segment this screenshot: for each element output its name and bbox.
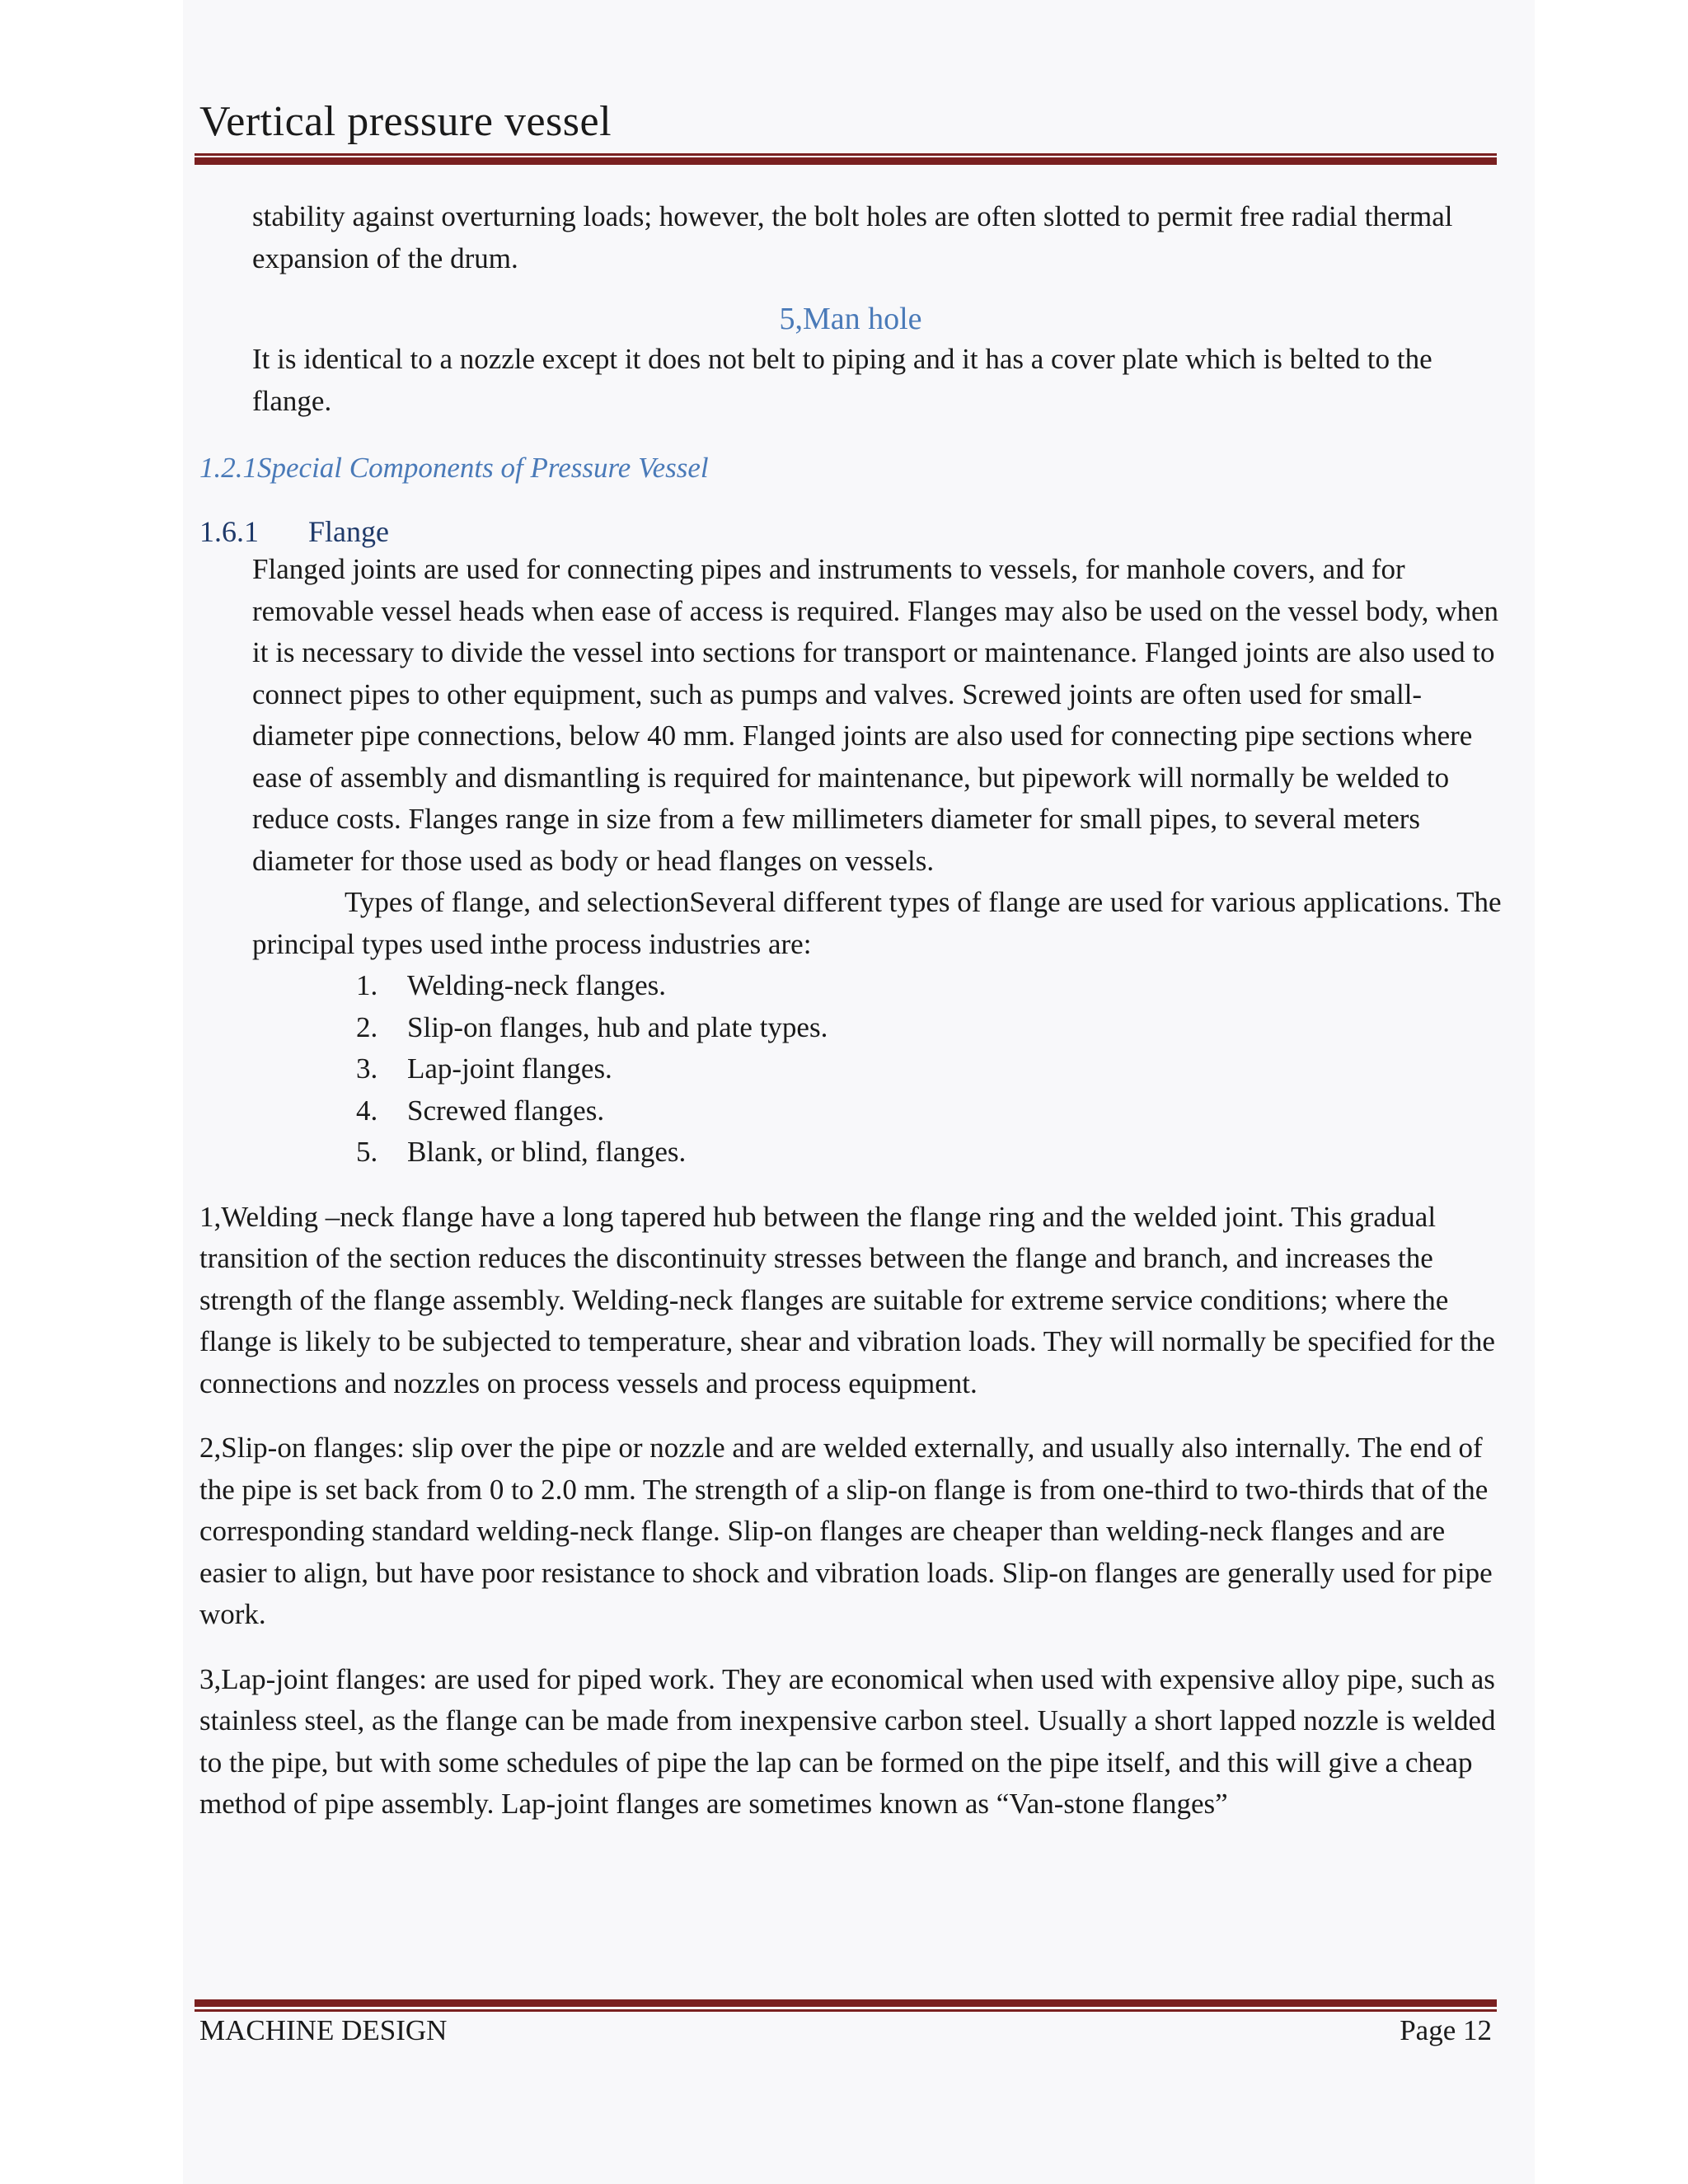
- list-item: 2. Slip-on flanges, hub and plate types.: [356, 1010, 828, 1043]
- intro-paragraph: stability against overturning loads; however, the bolt holes are often slotted to permit free radial thermal expansion of the drum.: [252, 200, 1453, 274]
- footer-rule-thin: [195, 2009, 1497, 2012]
- list-item: 3. Lap-joint flanges.: [356, 1052, 612, 1085]
- page-content: [199, 196, 1502, 1825]
- header-rule-thick: [195, 157, 1497, 165]
- special-components-heading: 1.2.1Special Components of Pressure Vessel: [199, 452, 709, 484]
- footer-rule-thick: [195, 1999, 1497, 2007]
- welding-neck-paragraph: 1,Welding –neck flange have a long tapered hub between the flange ring and the welded joint. This gradual transition of the section reduces the discontinuity stresses between the flange and branch, and increases the strength of the flange assembly. Welding-neck flanges are suitable for extreme service conditions; where the flange is likely to be subjected to temperature, shear and vibration loads. They will normally be specified for the connections and nozzles on process vessels and process equipment.: [199, 1200, 1495, 1399]
- list-item: 1. Welding-neck flanges.: [356, 969, 667, 1001]
- slip-on-paragraph: 2,Slip-on flanges: slip over the pipe or nozzle and are welded externally, and usually also internally. The end of the pipe is set back from 0 to 2.0 mm. The strength of a slip-on flange is from one-third to two-thirds that of the corresponding standard welding-neck flange. Slip-on flanges are cheaper than welding-neck flanges and are easier to align, but have poor resistance to shock and vibration loads. Slip-on flanges are generally used for pipe work.: [199, 1432, 1493, 1630]
- manhole-heading: 5,Man hole: [779, 302, 922, 336]
- lap-joint-paragraph: 3,Lap-joint flanges: are used for piped work. They are economical when used with expensive alloy pipe, such as stainless steel, as the flange can be made from inexpensive carbon steel. Usually a short lapped nozzle is welded to the pipe, but with some schedules of pipe the lap can be formed on the pipe itself, and this will give a cheap method of pipe assembly. Lap-joint flanges are sometimes known as “Van-stone flanges”: [199, 1662, 1496, 1820]
- list-item: 5. Blank, or blind, flanges.: [356, 1136, 687, 1168]
- flange-heading-number: 1.6.1: [199, 515, 259, 548]
- flange-types-intro: Types of flange, and selectionSeveral different types of flange are used for various applications. The principal types used inthe process industries are:: [252, 886, 1502, 960]
- page-header-title: Vertical pressure vessel: [199, 98, 612, 145]
- footer-course-name: MACHINE DESIGN: [199, 2014, 448, 2046]
- flange-heading-title: Flange: [308, 515, 389, 548]
- flange-heading: [199, 514, 1502, 549]
- flange-types-list: [199, 965, 1502, 1174]
- list-item: 4. Screwed flanges.: [356, 1094, 605, 1127]
- manhole-paragraph: It is identical to a nozzle except it does not belt to piping and it has a cover plate which is belted to the flange.: [252, 343, 1432, 417]
- header-rule-thin: [195, 153, 1497, 156]
- flange-paragraph: Flanged joints are used for connecting pipes and instruments to vessels, for manhole covers, and for removable vessel heads when ease of access is required. Flanges may also be used on the vessel body, when it is necessary to divide the vessel into sections for transport or maintenance. Flanged joints are also used to connect pipes to other equipment, such as pumps and valves. Screwed joints are often used for small-diameter pipe connections, below 40 mm. Flanged joints are also used for connecting pipe sections where ease of assembly and dismantling is required for maintenance, but pipework will normally be welded to reduce costs. Flanges range in size from a few millimeters diameter for small pipes, to several meters diameter for those used as body or head flanges on vessels.: [252, 553, 1498, 877]
- footer-page-number: Page 12: [1400, 2014, 1492, 2046]
